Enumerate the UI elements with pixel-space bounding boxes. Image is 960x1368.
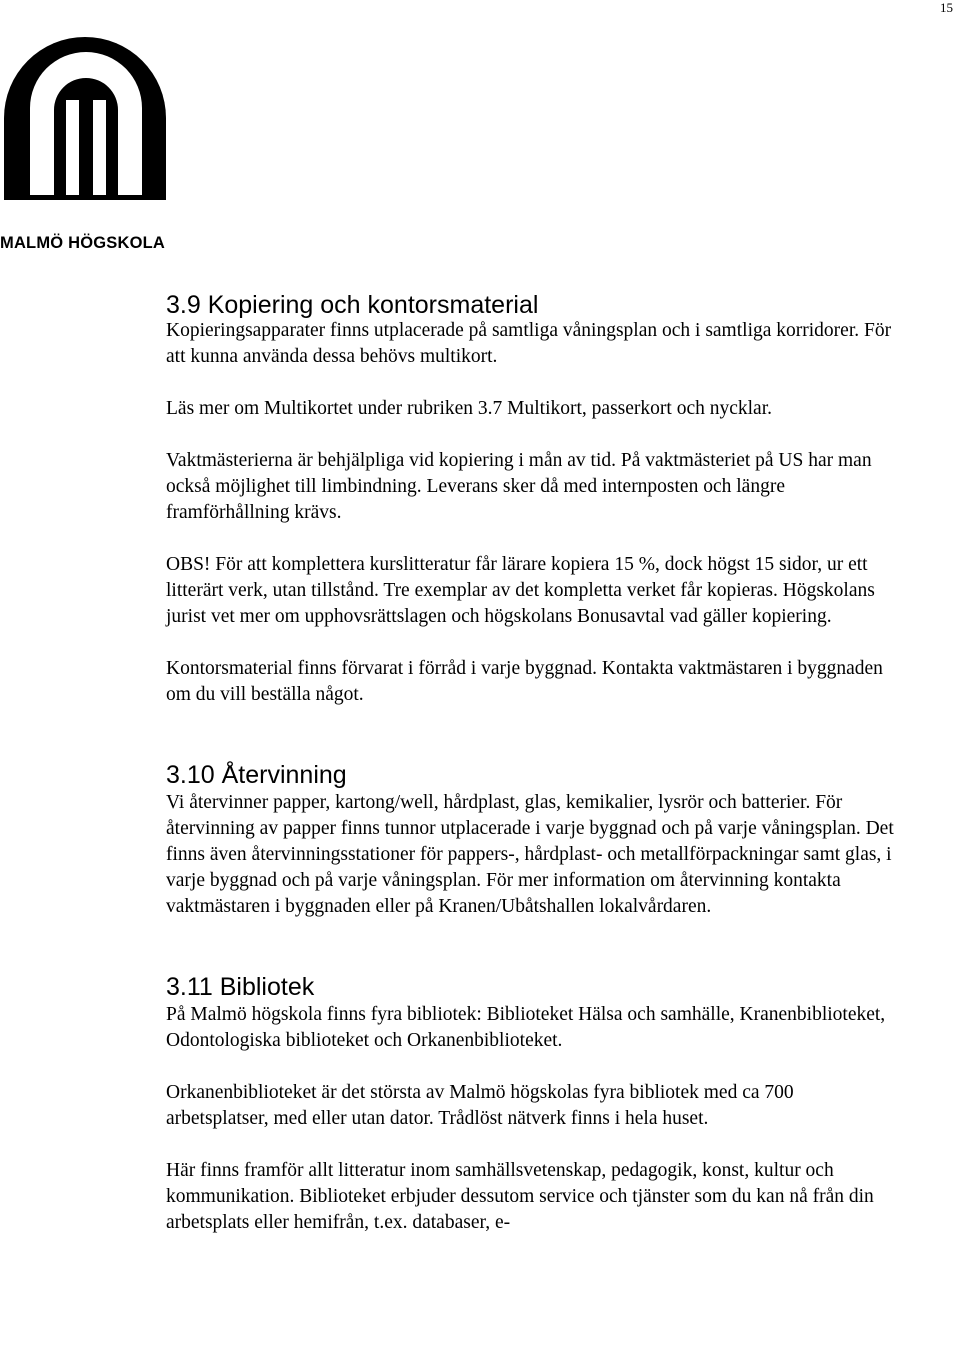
paragraph: Kontorsmaterial finns förvarat i förråd i varje byggnad. Kontakta vaktmästaren i byggnaden om du vill beställa något. <box>166 658 883 705</box>
logo-text: MALMÖ HÖGSKOLA <box>0 234 166 252</box>
page-number: 15 <box>940 0 953 15</box>
section-heading: 3.10 Återvinning <box>166 761 347 789</box>
paragraph: Vaktmästerierna är behjälpliga vid kopiering i mån av tid. På vaktmästeriet på US har man också möjlighet till limbindning. Leverans sker då med internposten och längre framförhållning krävs. <box>166 450 872 523</box>
document-body <box>166 290 896 1236</box>
section-atervinning <box>166 760 896 920</box>
paragraph: På Malmö högskola finns fyra bibliotek: Biblioteket Hälsa och samhälle, Kranenbiblioteket, Odontologiska biblioteket och Orkanenbiblioteket. <box>166 1004 886 1051</box>
logo-mark-icon <box>0 30 170 200</box>
paragraph: Orkanenbiblioteket är det största av Malmö högskolas fyra bibliotek med ca 700 arbetsplatser, med eller utan dator. Trådlöst nätverk finns i hela huset. <box>166 1082 794 1129</box>
section-bibliotek <box>166 972 896 1236</box>
section-kopiering <box>166 290 896 708</box>
paragraph: Kopieringsapparater finns utplacerade på samtliga våningsplan och i samtliga korridorer. För att kunna använda dessa behövs multikort. <box>166 320 892 367</box>
paragraph: Här finns framför allt litteratur inom samhällsvetenskap, pedagogik, konst, kultur och kommunikation. Biblioteket erbjuder dessutom service och tjänster som du kan nå från din arbetsplats eller hemifrån, t.ex. databaser, e- <box>166 1160 874 1233</box>
section-heading: 3.9 Kopiering och kontorsmaterial <box>166 291 539 319</box>
paragraph: OBS! För att komplettera kurslitteratur får lärare kopiera 15 %, dock högst 15 sidor, ur ett litterärt verk, utan tillstånd. Tre exemplar av det kompletta verket får kopieras. Högskolans jurist vet mer om upphovsrättslagen och högskolans Bonusavtal vad gäller kopiering. <box>166 554 875 627</box>
section-heading: 3.11 Bibliotek <box>166 973 315 1001</box>
malmo-hogskola-logo <box>0 30 170 252</box>
paragraph: Läs mer om Multikortet under rubriken 3.7 Multikort, passerkort och nycklar. <box>166 398 772 419</box>
paragraph: Vi återvinner papper, kartong/well, hårdplast, glas, kemikalier, lysrör och batterier. För återvinning av papper finns tunnor utplacerade i varje byggnad och på varje våningsplan. Det finns även återvinningsstationer för pappers-, hårdplast- och metallförpackningar samt glas, i varje byggnad och på varje våningsplan. För mer information om återvinning kontakta vaktmästaren i byggnaden eller på Kranen/Ubåtshallen lokalvårdaren. <box>166 792 894 917</box>
